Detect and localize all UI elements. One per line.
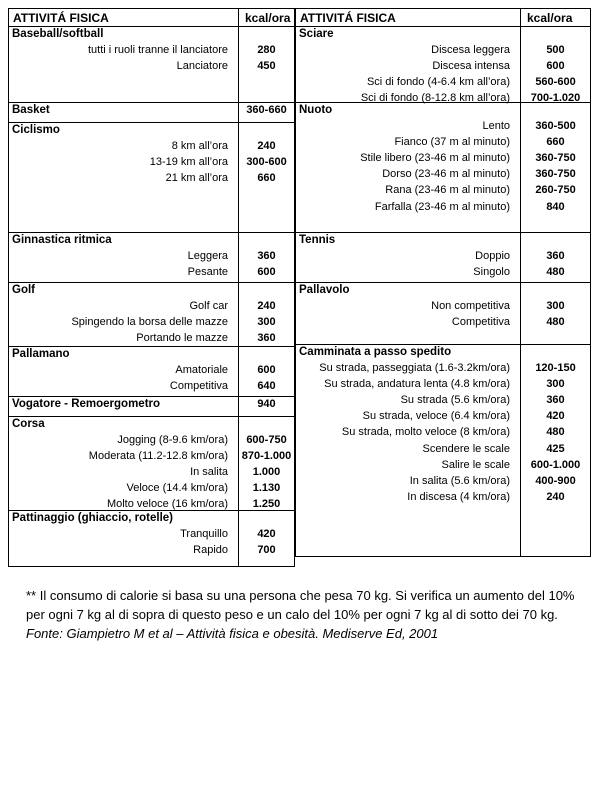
header-activity: ATTIVITÁ FISICA <box>8 8 239 27</box>
group-title: Pallamano <box>12 348 70 360</box>
row-value: 560-600 <box>535 76 576 89</box>
row-value: 840 <box>546 200 565 213</box>
row-value: 1.250 <box>252 498 281 511</box>
row-label: Tranquillo <box>180 528 228 540</box>
row-label: Competitiva <box>451 316 510 329</box>
row-label: Discesa leggera <box>431 44 510 56</box>
row-value: 500 <box>546 44 565 56</box>
row-label: Discesa intensa <box>432 60 510 73</box>
row-value: 660 <box>546 136 565 149</box>
row-label: Rana (23-46 m al minuto) <box>385 184 510 197</box>
row-label: Su strada, passeggiata (1.6-3.2km/ora) <box>319 362 510 374</box>
row-value: 870-1.000 <box>241 450 292 463</box>
row-value: 120-150 <box>535 362 576 374</box>
row-label: Scendere le scale <box>422 442 510 455</box>
group-title: Nuoto <box>299 104 333 116</box>
row-label: Stile libero (23-46 m al minuto) <box>360 152 510 165</box>
row-value: 300 <box>546 378 565 391</box>
row-label: Non competitiva <box>431 300 510 312</box>
row-value: 660 <box>257 172 276 185</box>
row-value: 260-750 <box>535 184 576 197</box>
row-value: 360-750 <box>535 152 576 165</box>
row-label: 8 km all’ora <box>171 140 228 152</box>
row-label: Farfalla (23-46 m al minuto) <box>374 200 510 213</box>
row-label: Doppio <box>475 250 510 262</box>
group-title: Tennis <box>299 234 336 246</box>
row-label: Fianco (37 m al minuto) <box>394 136 510 149</box>
row-value: 600 <box>257 364 276 376</box>
left-column <box>8 8 295 567</box>
row-value: 480 <box>546 316 565 329</box>
row-label: In salita (5.6 km/ora) <box>409 474 510 487</box>
row-value: 480 <box>546 266 565 279</box>
row-label: Lento <box>482 120 510 132</box>
row-label: Jogging (8-9.6 km/ora) <box>117 434 228 446</box>
row-value: 300-600 <box>246 156 287 169</box>
row-label: Portando le mazze <box>136 332 228 345</box>
row-value: 300 <box>546 300 565 312</box>
row-value: 360 <box>257 250 276 262</box>
group-title: Basket <box>12 104 50 116</box>
footnote <box>26 586 586 643</box>
group-title: Ciclismo <box>12 124 60 136</box>
row-label: Golf car <box>189 300 228 312</box>
row-value: 280 <box>257 44 276 56</box>
row-label: Spingendo la borsa delle mazze <box>71 316 228 329</box>
row-label: Molto veloce (16 km/ora) <box>106 498 228 511</box>
row-value: 360-500 <box>535 120 576 132</box>
row-value: 600 <box>257 266 276 279</box>
row-label: Leggera <box>187 250 228 262</box>
footnote-text: ** Il consumo di calorie si basa su una persona che pesa 70 kg. Si verifica un aumento del 10% per ogni 7 kg al di sopra di questo peso e un calo del 10% per ogni 7 kg al di sotto dei 70 kg. <box>26 588 575 622</box>
row-value: 700 <box>257 544 276 557</box>
row-label: In discesa (4 km/ora) <box>407 490 510 503</box>
row-label: Sci di fondo (4-6.4 km all’ora) <box>366 76 510 89</box>
row-value: 420 <box>257 528 276 540</box>
row-label: Lanciatore <box>176 60 228 73</box>
kcal-cell <box>520 282 591 345</box>
row-label: Salire le scale <box>441 458 510 471</box>
row-label: 13-19 km all’ora <box>149 156 228 169</box>
row-value: 240 <box>546 490 565 503</box>
row-label: Sci di fondo (8-12.8 km all’ora) <box>360 92 510 105</box>
row-label: Amatoriale <box>175 364 228 376</box>
row-label: Dorso (23-46 m al minuto) <box>382 168 510 181</box>
group-title: Sciare <box>299 28 334 40</box>
row-value: 360 <box>546 250 565 262</box>
row-value: 360-750 <box>535 168 576 181</box>
header-kcal: kcal/ora <box>520 8 591 27</box>
row-value: 425 <box>546 442 565 455</box>
row-value: 1.130 <box>252 482 281 495</box>
row-value: 1.000 <box>252 466 281 479</box>
kcal-cell <box>238 416 295 511</box>
calorie-table <box>8 8 591 567</box>
row-label: In salita <box>190 466 228 479</box>
row-label: Competitiva <box>169 380 228 393</box>
header-kcal: kcal/ora <box>238 8 295 27</box>
row-value: 700-1.020 <box>530 92 581 105</box>
group-value: 360-660 <box>246 104 287 116</box>
group-title: Camminata a passo spedito <box>299 346 452 358</box>
group-title: Pattinaggio (ghiaccio, rotelle) <box>12 512 174 524</box>
row-label: Su strada (5.6 km/ora) <box>400 394 510 407</box>
row-label: Su strada, andatura lenta (4.8 km/ora) <box>324 378 510 391</box>
group-title: Pallavolo <box>299 284 350 296</box>
row-label: Su strada, veloce (6.4 km/ora) <box>362 410 510 423</box>
header-activity: ATTIVITÁ FISICA <box>295 8 521 27</box>
row-value: 480 <box>546 426 565 439</box>
row-label: Pesante <box>187 266 228 279</box>
row-value: 600 <box>546 60 565 73</box>
group-title: Baseball/softball <box>12 28 104 40</box>
group-value: 940 <box>257 398 276 410</box>
row-label: 21 km all’ora <box>165 172 228 185</box>
row-label: Su strada, molto veloce (8 km/ora) <box>341 426 510 439</box>
row-label: Singolo <box>473 266 510 279</box>
row-value: 600-1.000 <box>530 458 581 471</box>
right-column <box>295 8 591 567</box>
row-label: tutti i ruoli tranne il lanciatore <box>87 44 228 56</box>
row-value: 360 <box>546 394 565 407</box>
group-title: Golf <box>12 284 35 296</box>
row-value: 450 <box>257 60 276 73</box>
group-title: Corsa <box>12 418 45 430</box>
row-value: 640 <box>257 380 276 393</box>
group-title: Ginnastica ritmica <box>12 234 112 246</box>
row-value: 240 <box>257 300 276 312</box>
row-value: 400-900 <box>535 474 576 487</box>
row-value: 360 <box>257 332 276 345</box>
footnote-source: Fonte: Giampietro M et al – Attività fisica e obesità. Mediserve Ed, 2001 <box>26 626 439 641</box>
row-value: 420 <box>546 410 565 423</box>
row-value: 600-750 <box>246 434 287 446</box>
activity-group <box>8 416 239 511</box>
row-value: 240 <box>257 140 276 152</box>
row-label: Moderata (11.2-12.8 km/ora) <box>88 450 228 463</box>
group-title: Vogatore - Remoergometro <box>12 398 161 410</box>
row-label: Veloce (14.4 km/ora) <box>126 482 228 495</box>
row-value: 300 <box>257 316 276 329</box>
row-label: Rapido <box>193 544 228 557</box>
